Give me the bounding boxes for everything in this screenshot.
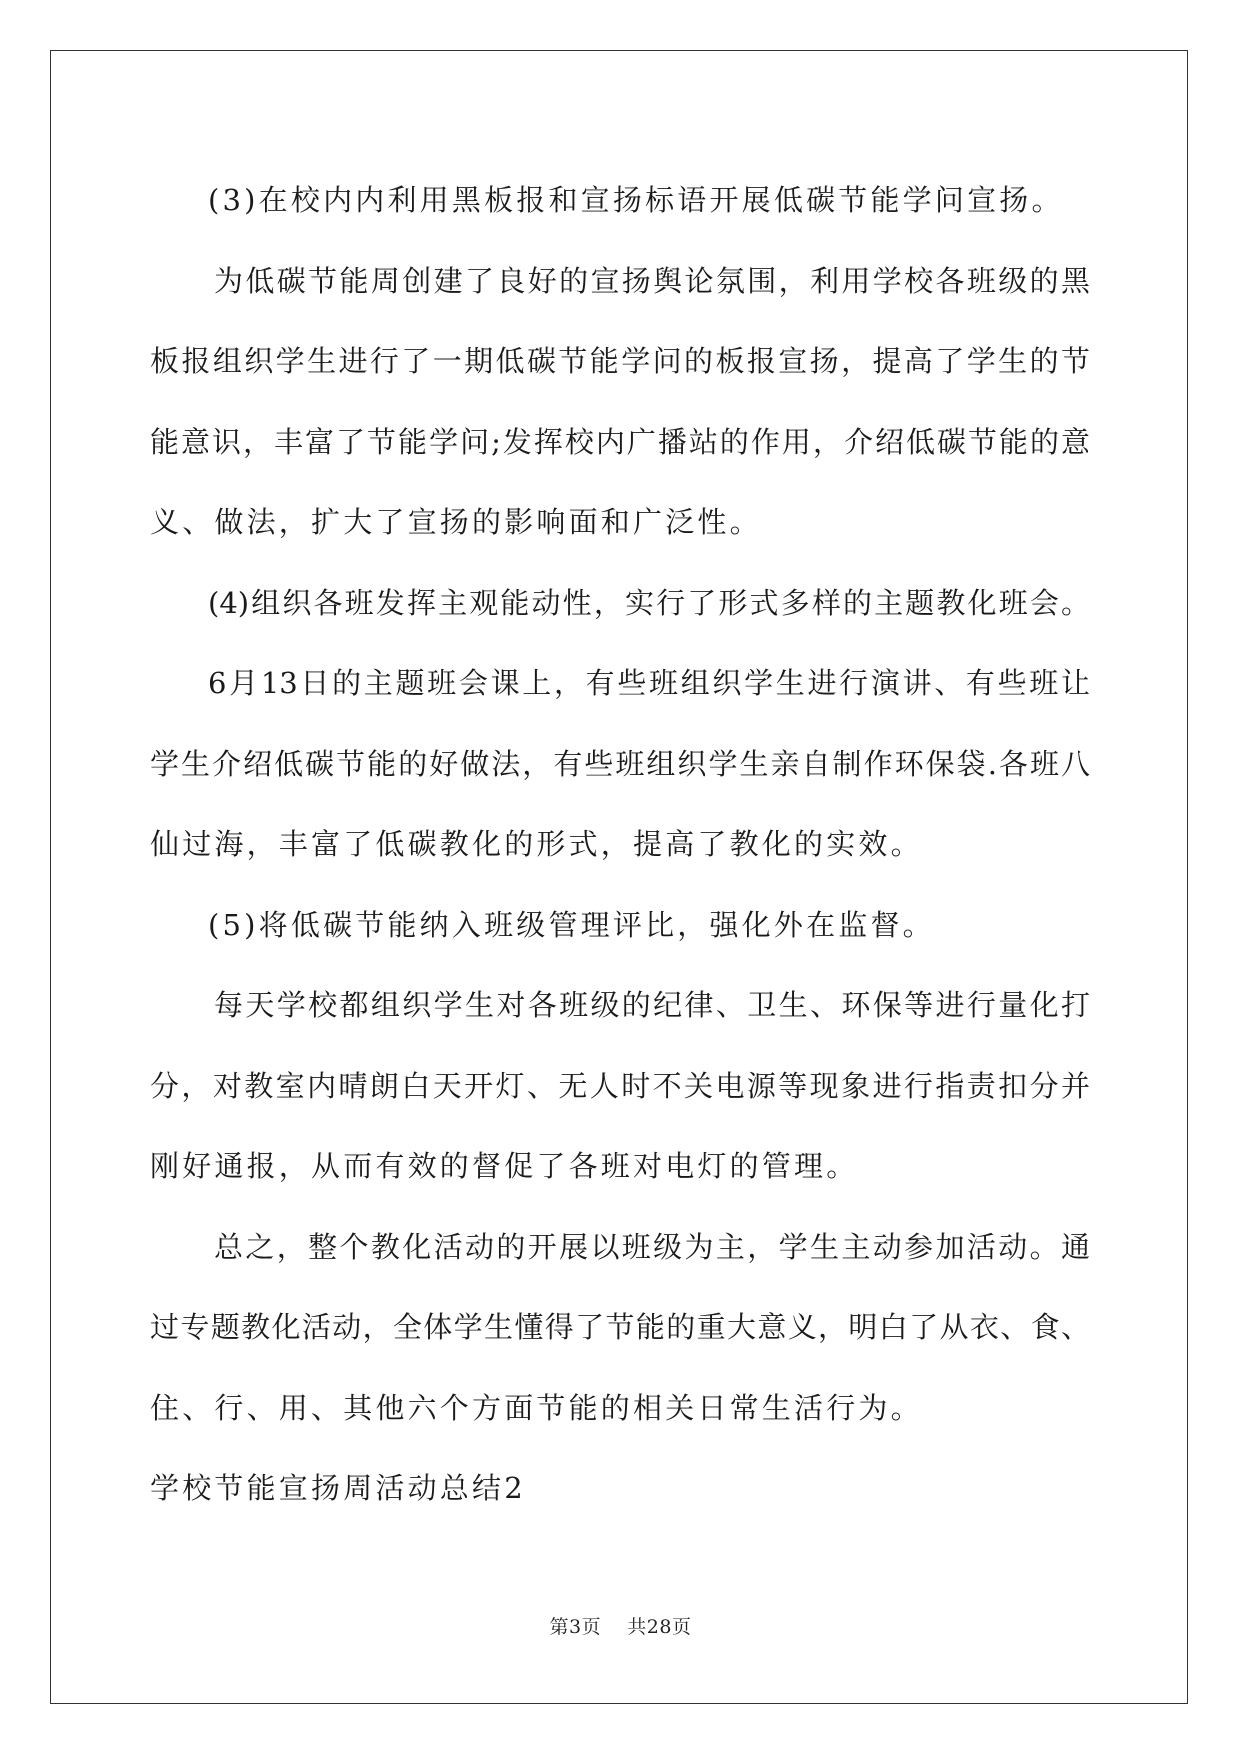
paragraph-line: 为低碳节能周创建了良好的宣扬舆论氛围，利用学校各班级的黑	[214, 263, 1090, 298]
paragraph-line: 能意识，丰富了节能学问;发挥校内广播站的作用，介绍低碳节能的意	[150, 424, 1090, 459]
paragraph-line: 义、做法，扩大了宣扬的影响面和广泛性。	[150, 505, 762, 539]
paragraph-line: 板报组织学生进行了一期低碳节能学问的板报宣扬，提高了学生的节	[150, 344, 1090, 378]
page-number: 第3页	[549, 1616, 602, 1638]
paragraph-line: 每天学校都组织学生对各班级的纪律、卫生、环保等进行量化打	[214, 988, 1090, 1022]
page-footer	[0, 1612, 1241, 1639]
page-total: 共28页	[627, 1616, 692, 1638]
document-body	[150, 160, 1090, 1529]
paragraph-line: 仙过海，丰富了低碳教化的形式，提高了教化的实效。	[150, 827, 923, 861]
paragraph-line: 学生介绍低碳节能的好做法，有些班组织学生亲自制作环保袋.各班八	[150, 746, 1090, 781]
paragraph-line: 住、行、用、其他六个方面节能的相关日常生活行为。	[150, 1390, 923, 1425]
paragraph-line: (3)在校内内利用黑板报和宣扬标语开展低碳节能学问宣扬。	[208, 183, 1064, 217]
paragraph-line: 过专题教化活动，全体学生懂得了节能的重大意义，明白了从衣、食、	[150, 1310, 1090, 1344]
paragraph-line: 分，对教室内晴朗白天开灯、无人时不关电源等现象进行指责扣分并	[150, 1068, 1090, 1103]
paragraph-line: (4)组织各班发挥主观能动性，实行了形式多样的主题教化班会。	[208, 585, 1090, 620]
paragraph-line: 6月13日的主题班会课上，有些班组织学生进行演讲、有些班让	[208, 666, 1090, 700]
paragraph-line: 刚好通报，从而有效的督促了各班对电灯的管理。	[150, 1149, 859, 1183]
paragraph-line: 总之，整个教化活动的开展以班级为主，学生主动参加活动。通	[214, 1229, 1090, 1264]
paragraph-line: (5)将低碳节能纳入班级管理评比，强化外在监督。	[208, 907, 935, 942]
section-heading: 学校节能宣扬周活动总结2	[150, 1471, 526, 1505]
